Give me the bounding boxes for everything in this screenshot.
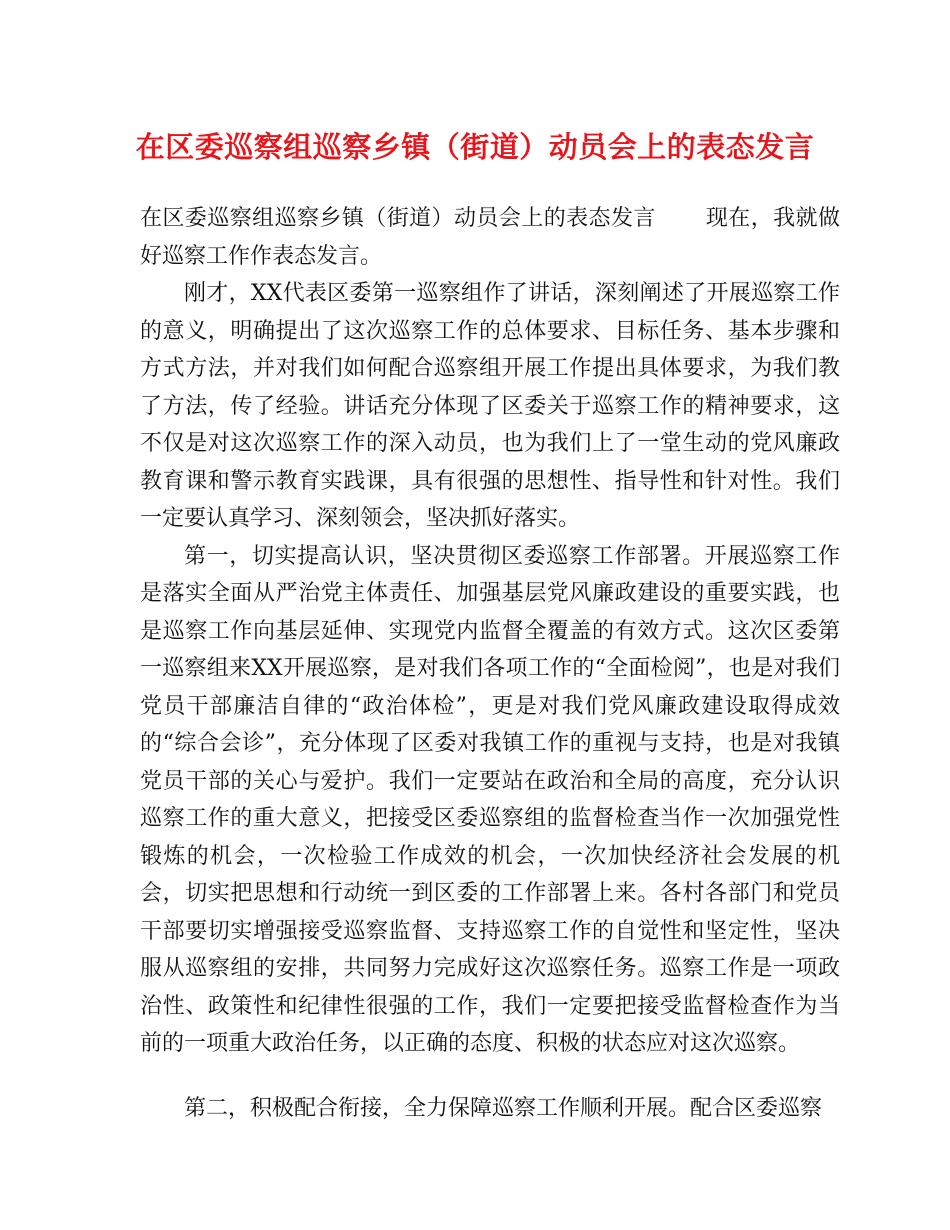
- intro-text: 现在，我就做好巡察工作作表态发言。: [140, 206, 840, 269]
- paragraph-2: 第一，切实提高认识，坚决贯彻区委巡察工作部署。开展巡察工作是落实全面从严治党主体责任、加强基层党风廉政建设的重要实践，也是巡察工作向基层延伸、实现党内监督全覆盖的有效方式。这次区委第一巡察组来XX开展巡察，是对我们各项工作的“全面检阅”，也是对我们党员干部廉洁自律的“政治体检”，更是对我们党风廉政建设取得成效的“综合会诊”，充分体现了区委对我镇工作的重视与支持，也是对我镇党员干部的关心与爱护。我们一定要站在政治和全局的高度，充分认识巡察工作的重大意义，把接受区委巡察组的监督检查当作一次加强党性锻炼的机会，一次检验工作成效的机会，一次加快经济社会发展的机会，切实把思想和行动统一到区委的工作部署上来。各村各部门和党员干部要切实增强接受巡察监督、支持巡察工作的自觉性和坚定性，坚决服从巡察组的安排，共同努力完成好这次巡察任务。巡察工作是一项政治性、政策性和纪律性很强的工作，我们一定要把接受监督检查作为当前的一项重大政治任务，以正确的态度、积极的状态应对这次巡察。: [140, 543, 840, 1056]
- document-title: 在区委巡察组巡察乡镇（街道）动员会上的表态发言: [135, 130, 815, 164]
- paragraph-1: 刚才，XX代表区委第一巡察组作了讲话，深刻阐述了开展巡察工作的意义，明确提出了这次巡察工作的总体要求、目标任务、基本步骤和方式方法，并对我们如何配合巡察组开展工作提出具体要求，为我们教了方法，传了经验。讲话充分体现了区委关于巡察工作的精神要求，这不仅是对这次巡察工作的深入动员，也为我们上了一堂生动的党风廉政教育课和警示教育实践课，具有很强的思想性、指导性和针对性。我们一定要认真学习、深刻领会，坚决抓好落实。: [140, 281, 840, 531]
- intro-title-repeat: 在区委巡察组巡察乡镇（街道）动员会上的表态发言: [140, 206, 656, 231]
- document-body: [140, 200, 840, 1063]
- intro-paragraph: [140, 200, 840, 275]
- paragraph-3: 第二，积极配合衔接，全力保障巡察工作顺利开展。配合区委巡察: [184, 1096, 823, 1121]
